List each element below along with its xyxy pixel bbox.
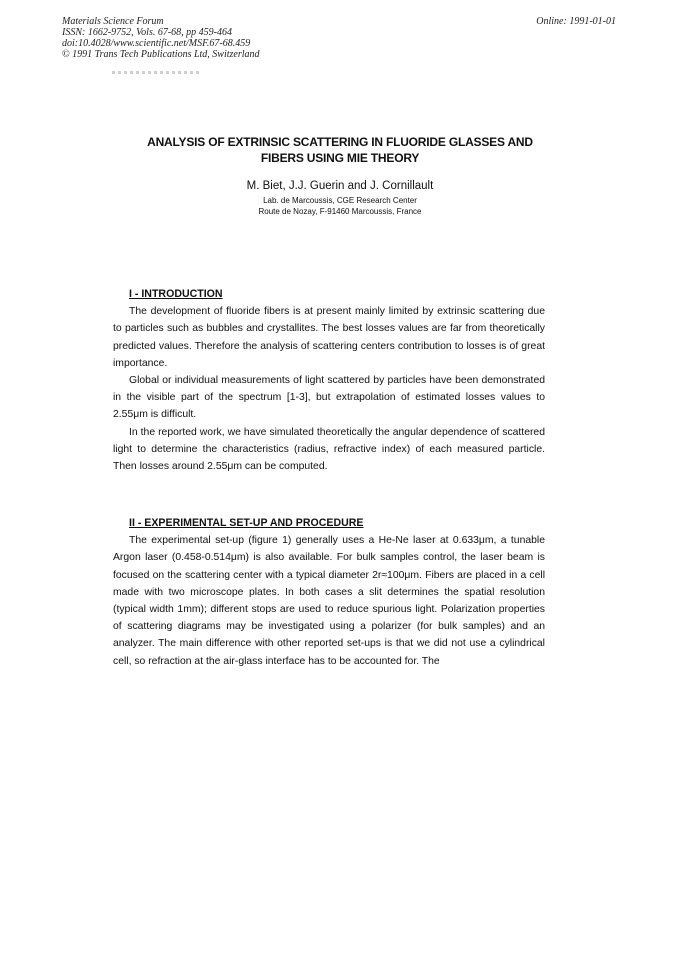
title-line-1: ANALYSIS OF EXTRINSIC SCATTERING IN FLUORIDE GLASSES AND <box>147 135 533 149</box>
paper-affiliation <box>90 195 590 217</box>
doi-link[interactable]: doi:10.4028/www.scientific.net/MSF.67-68.459 <box>62 38 251 49</box>
section-experimental <box>113 515 545 670</box>
section-introduction <box>113 286 545 475</box>
paragraph: The experimental set-up (figure 1) generally uses a He-Ne laser at 0.633μm, a tunable Argon laser (0.458-0.514μm) is also available. For bulk samples control, the laser beam is focused on the scattering center with a typical diameter 2r≈100μm. Fibers are placed in a cell made with two microscope plates. In both cases a slit determines the spatial resolution (typical width 1mm); different stops are used to reduce spurious light. Polarization properties of scattering diagrams may be investigated using a polarizer (for bulk samples) and an analyzer. The main difference with other reported set-ups is that we did not use a cylindrical cell, so refraction at the air-glass interface has to be accounted for. The <box>113 535 545 667</box>
title-line-2: FIBERS USING MIE THEORY <box>260 151 420 165</box>
paper-authors: M. Biet, J.J. Guerin and J. Cornillault <box>246 180 434 192</box>
issn-line: ISSN: 1662-9752, Vols. 67-68, pp 459-464 <box>62 27 232 38</box>
journal-metadata <box>62 16 260 60</box>
copyright-line: © 1991 Trans Tech Publications Ltd, Switzerland <box>62 49 260 60</box>
paragraph: The development of fluoride fibers is at present mainly limited by extrinsic scattering due to particles such as bubbles and crystallites. The best losses values are far from theoretically predicted values. Therefore the analysis of scattering centers contribution to losses is of great importance. <box>113 306 545 369</box>
paper-title <box>90 134 590 166</box>
scan-artifact <box>112 71 200 74</box>
section-heading: II - EXPERIMENTAL SET-UP AND PROCEDURE <box>129 517 364 529</box>
affiliation-line-1: Lab. de Marcoussis, CGE Research Center <box>263 196 417 205</box>
section-heading: I - INTRODUCTION <box>129 288 223 300</box>
paragraph: In the reported work, we have simulated theoretically the angular dependence of scattered light to determine the characteristics (radius, refractive index) of each measured particle. Then losses around 2.55μm can be computed. <box>113 426 545 473</box>
online-date: Online: 1991-01-01 <box>536 16 616 27</box>
journal-name: Materials Science Forum <box>62 16 164 27</box>
affiliation-line-2: Route de Nozay, F-91460 Marcoussis, France <box>258 207 422 216</box>
paragraph: Global or individual measurements of light scattered by particles have been demonstrated in the visible part of the spectrum [1-3], but extrapolation of estimated losses values to 2.55μm is difficult. <box>113 375 545 421</box>
